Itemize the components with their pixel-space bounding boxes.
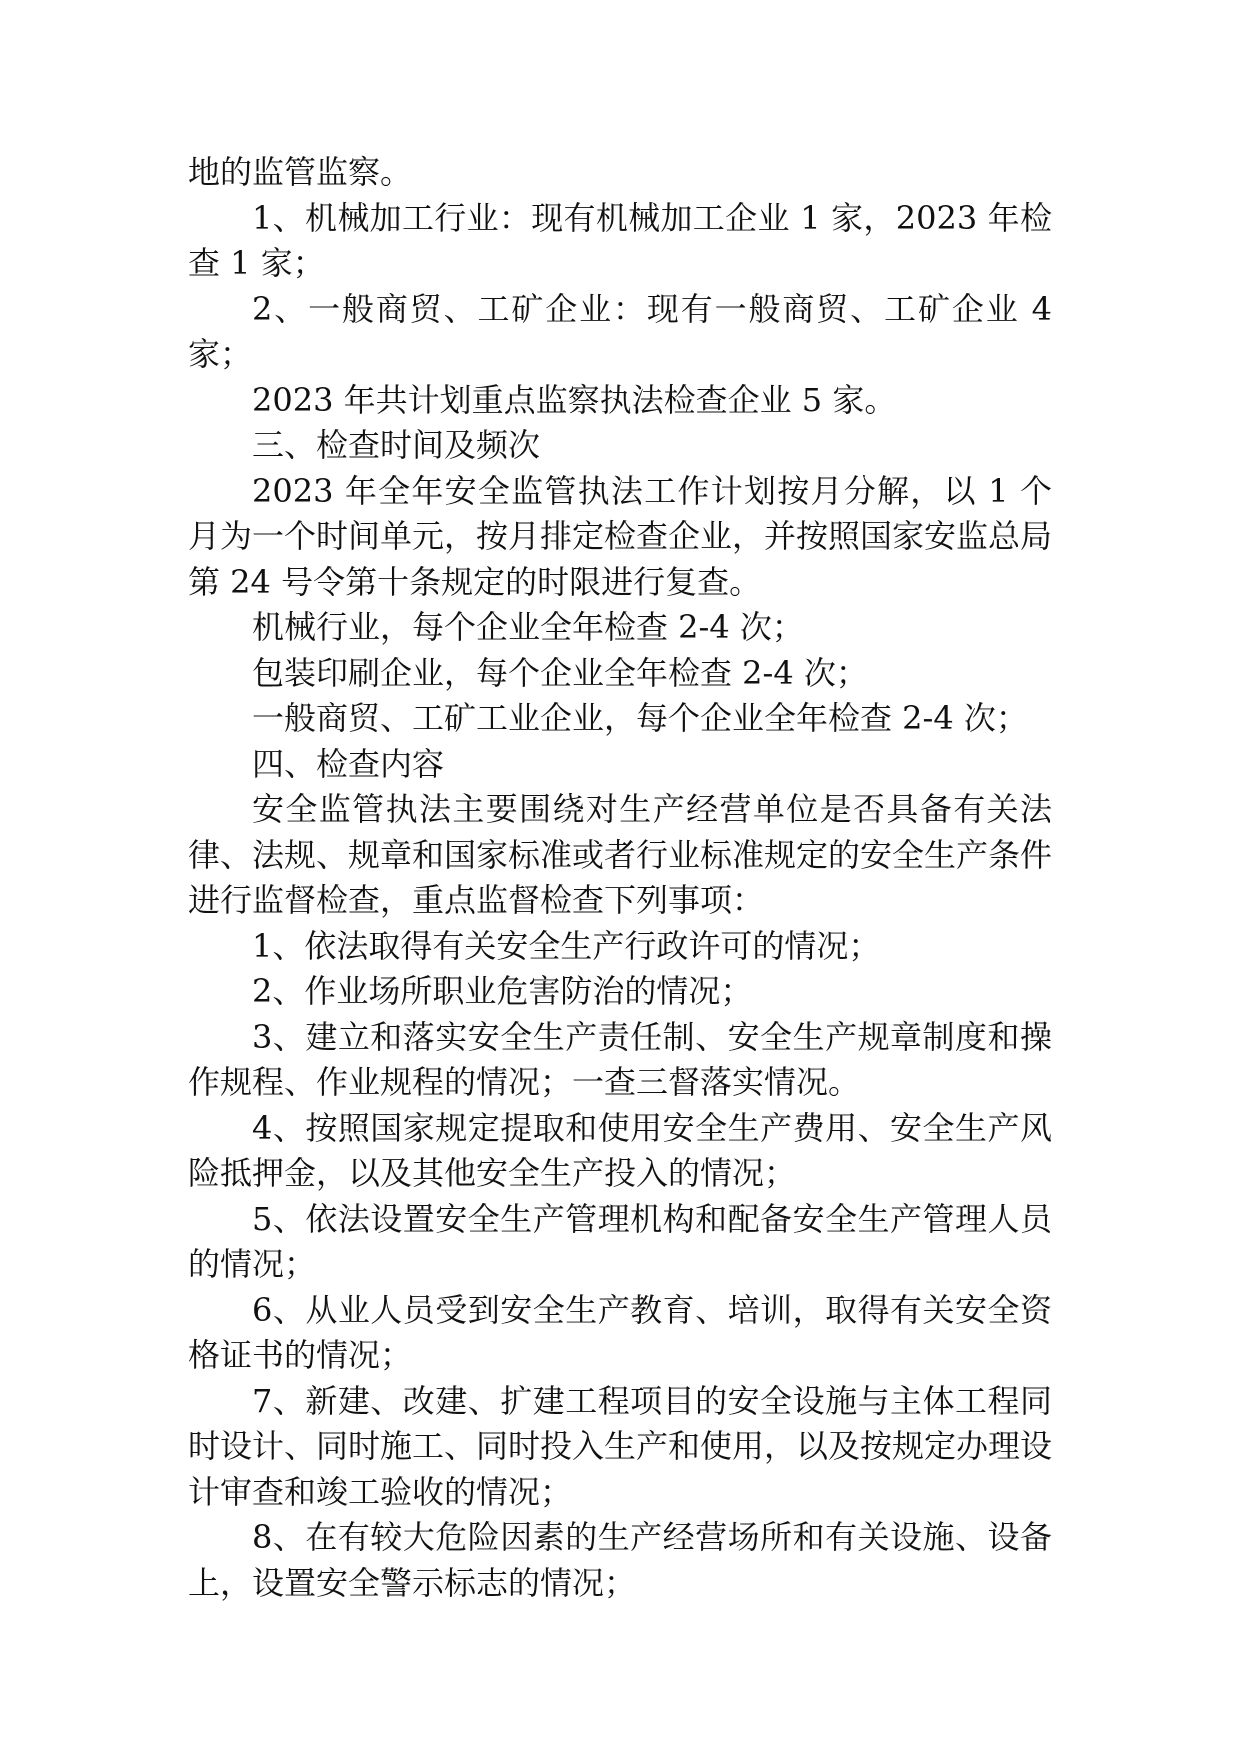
- list-item-8: 8、在有较大危险因素的生产经营场所和有关设施、设备上，设置安全警示标志的情况；: [188, 1518, 1052, 1602]
- paragraph-continuation: 地的监管监察。: [188, 153, 413, 191]
- list-item-commerce-mining: 2、一般商贸、工矿企业：现有一般商贸、工矿企业 4 家；: [188, 289, 1052, 373]
- paragraph-printing-frequency: 包装印刷企业，每个企业全年检查 2-4 次；: [252, 653, 868, 692]
- list-item-5: 5、依法设置安全生产管理机构和配备安全生产管理人员的情况；: [188, 1199, 1052, 1283]
- list-item-machining: 1、机械加工行业：现有机械加工企业 1 家，2023 年检查 1 家；: [188, 198, 1052, 282]
- paragraph-inspection-scope: 安全监管执法主要围绕对生产经营单位是否具备有关法律、法规、规章和国家标准或者行业标准规定的安全生产条件进行监督检查，重点监督检查下列事项：: [188, 790, 1053, 919]
- paragraph-monthly-plan: 2023 年全年安全监管执法工作计划按月分解，以 1 个月为一个时间单元，按月排定检查企业，并按照国家安监总局第 24 号令第十条规定的时限进行复查。: [188, 471, 1053, 601]
- list-item-1: 1、依法取得有关安全生产行政许可的情况；: [252, 926, 881, 965]
- document-body: [188, 150, 1052, 1606]
- list-item-4: 4、按照国家规定提取和使用安全生产费用、安全生产风险抵押金，以及其他安全生产投入的情况；: [188, 1108, 1052, 1192]
- section-heading-time-frequency: 三、检查时间及频次: [252, 426, 541, 464]
- paragraph-plan-total: 2023 年共计划重点监察执法检查企业 5 家。: [252, 380, 897, 419]
- list-item-6: 6、从业人员受到安全生产教育、培训，取得有关安全资格证书的情况；: [188, 1290, 1052, 1374]
- paragraph-machinery-frequency: 机械行业，每个企业全年检查 2-4 次；: [252, 608, 804, 646]
- list-item-7: 7、新建、改建、扩建工程项目的安全设施与主体工程同时设计、同时施工、同时投入生产和使用，以及按规定办理设计审查和竣工验收的情况；: [188, 1381, 1053, 1511]
- paragraph-commerce-frequency: 一般商贸、工矿工业企业，每个企业全年检查 2-4 次；: [252, 699, 1028, 737]
- list-item-3: 3、建立和落实安全生产责任制、安全生产规章制度和操作规程、作业规程的情况；一查三督落实情况。: [188, 1017, 1052, 1101]
- list-item-2: 2、作业场所职业危害防治的情况；: [252, 972, 753, 1010]
- section-heading-inspection-content: 四、检查内容: [252, 744, 445, 783]
